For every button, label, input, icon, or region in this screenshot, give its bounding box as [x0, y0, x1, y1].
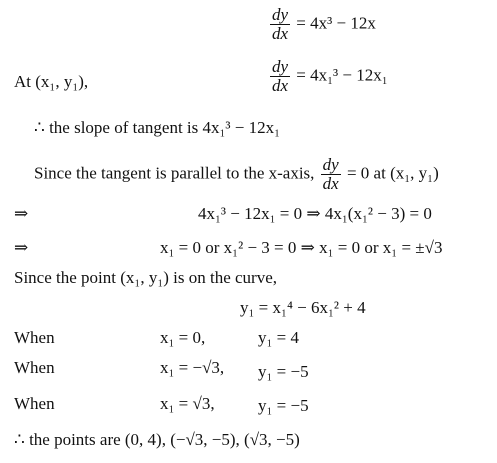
parallel-equation: = 0 at (x₁, y₁)	[346, 163, 439, 183]
frac-denominator: dx	[322, 174, 339, 193]
step1-equation: 4x₁³ − 12x₁ = 0 ⇒ 4x₁(x₁² − 3) = 0	[198, 204, 432, 223]
frac-denominator: dx	[272, 76, 289, 95]
frac-numerator: dy	[322, 155, 339, 174]
curve-equation: y₁ = x₁⁴ − 6x₁² + 4	[240, 298, 366, 317]
case-3-y: y₁ = −5	[258, 396, 309, 415]
case-2-when: When	[14, 358, 55, 377]
dydx-fraction	[270, 6, 290, 43]
parallel-statement	[34, 156, 439, 193]
case-1-when: When	[14, 328, 55, 347]
points-conclusion: ∴ the points are (0, 4), (−√3, −5), (√3, −5)	[14, 430, 300, 449]
derivative-general-expression: = 4x³ − 12x	[296, 13, 376, 33]
frac-numerator: dy	[272, 5, 289, 24]
implies-arrow-2: ⇒	[14, 238, 29, 257]
case-1-x: x₁ = 0,	[160, 328, 206, 347]
frac-numerator: dy	[272, 57, 289, 76]
derivative-point-line	[268, 58, 388, 95]
frac-denominator: dx	[272, 24, 289, 43]
step2-equation: x₁ = 0 or x₁² − 3 = 0 ⇒ x₁ = 0 or x₁ = ±√3	[160, 238, 443, 257]
case-1-y: y₁ = 4	[258, 328, 300, 347]
case-2-x: x₁ = −√3,	[160, 358, 225, 377]
derivative-general-line	[268, 6, 376, 43]
slope-statement: ∴ the slope of tangent is 4x₁³ − 12x₁	[34, 118, 281, 137]
case-3-x: x₁ = √3,	[160, 394, 215, 413]
dydx-fraction	[321, 156, 341, 193]
parallel-text: Since the tangent is parallel to the x-axis,	[34, 163, 315, 183]
implies-arrow-1: ⇒	[14, 204, 29, 223]
derivative-point-expression: = 4x₁³ − 12x₁	[296, 65, 388, 85]
at-point-label: At (x₁, y₁),	[14, 72, 89, 91]
case-2-y: y₁ = −5	[258, 362, 309, 381]
case-3-when: When	[14, 394, 55, 413]
curve-statement: Since the point (x₁, y₁) is on the curve,	[14, 268, 278, 287]
dydx-fraction	[270, 58, 290, 95]
